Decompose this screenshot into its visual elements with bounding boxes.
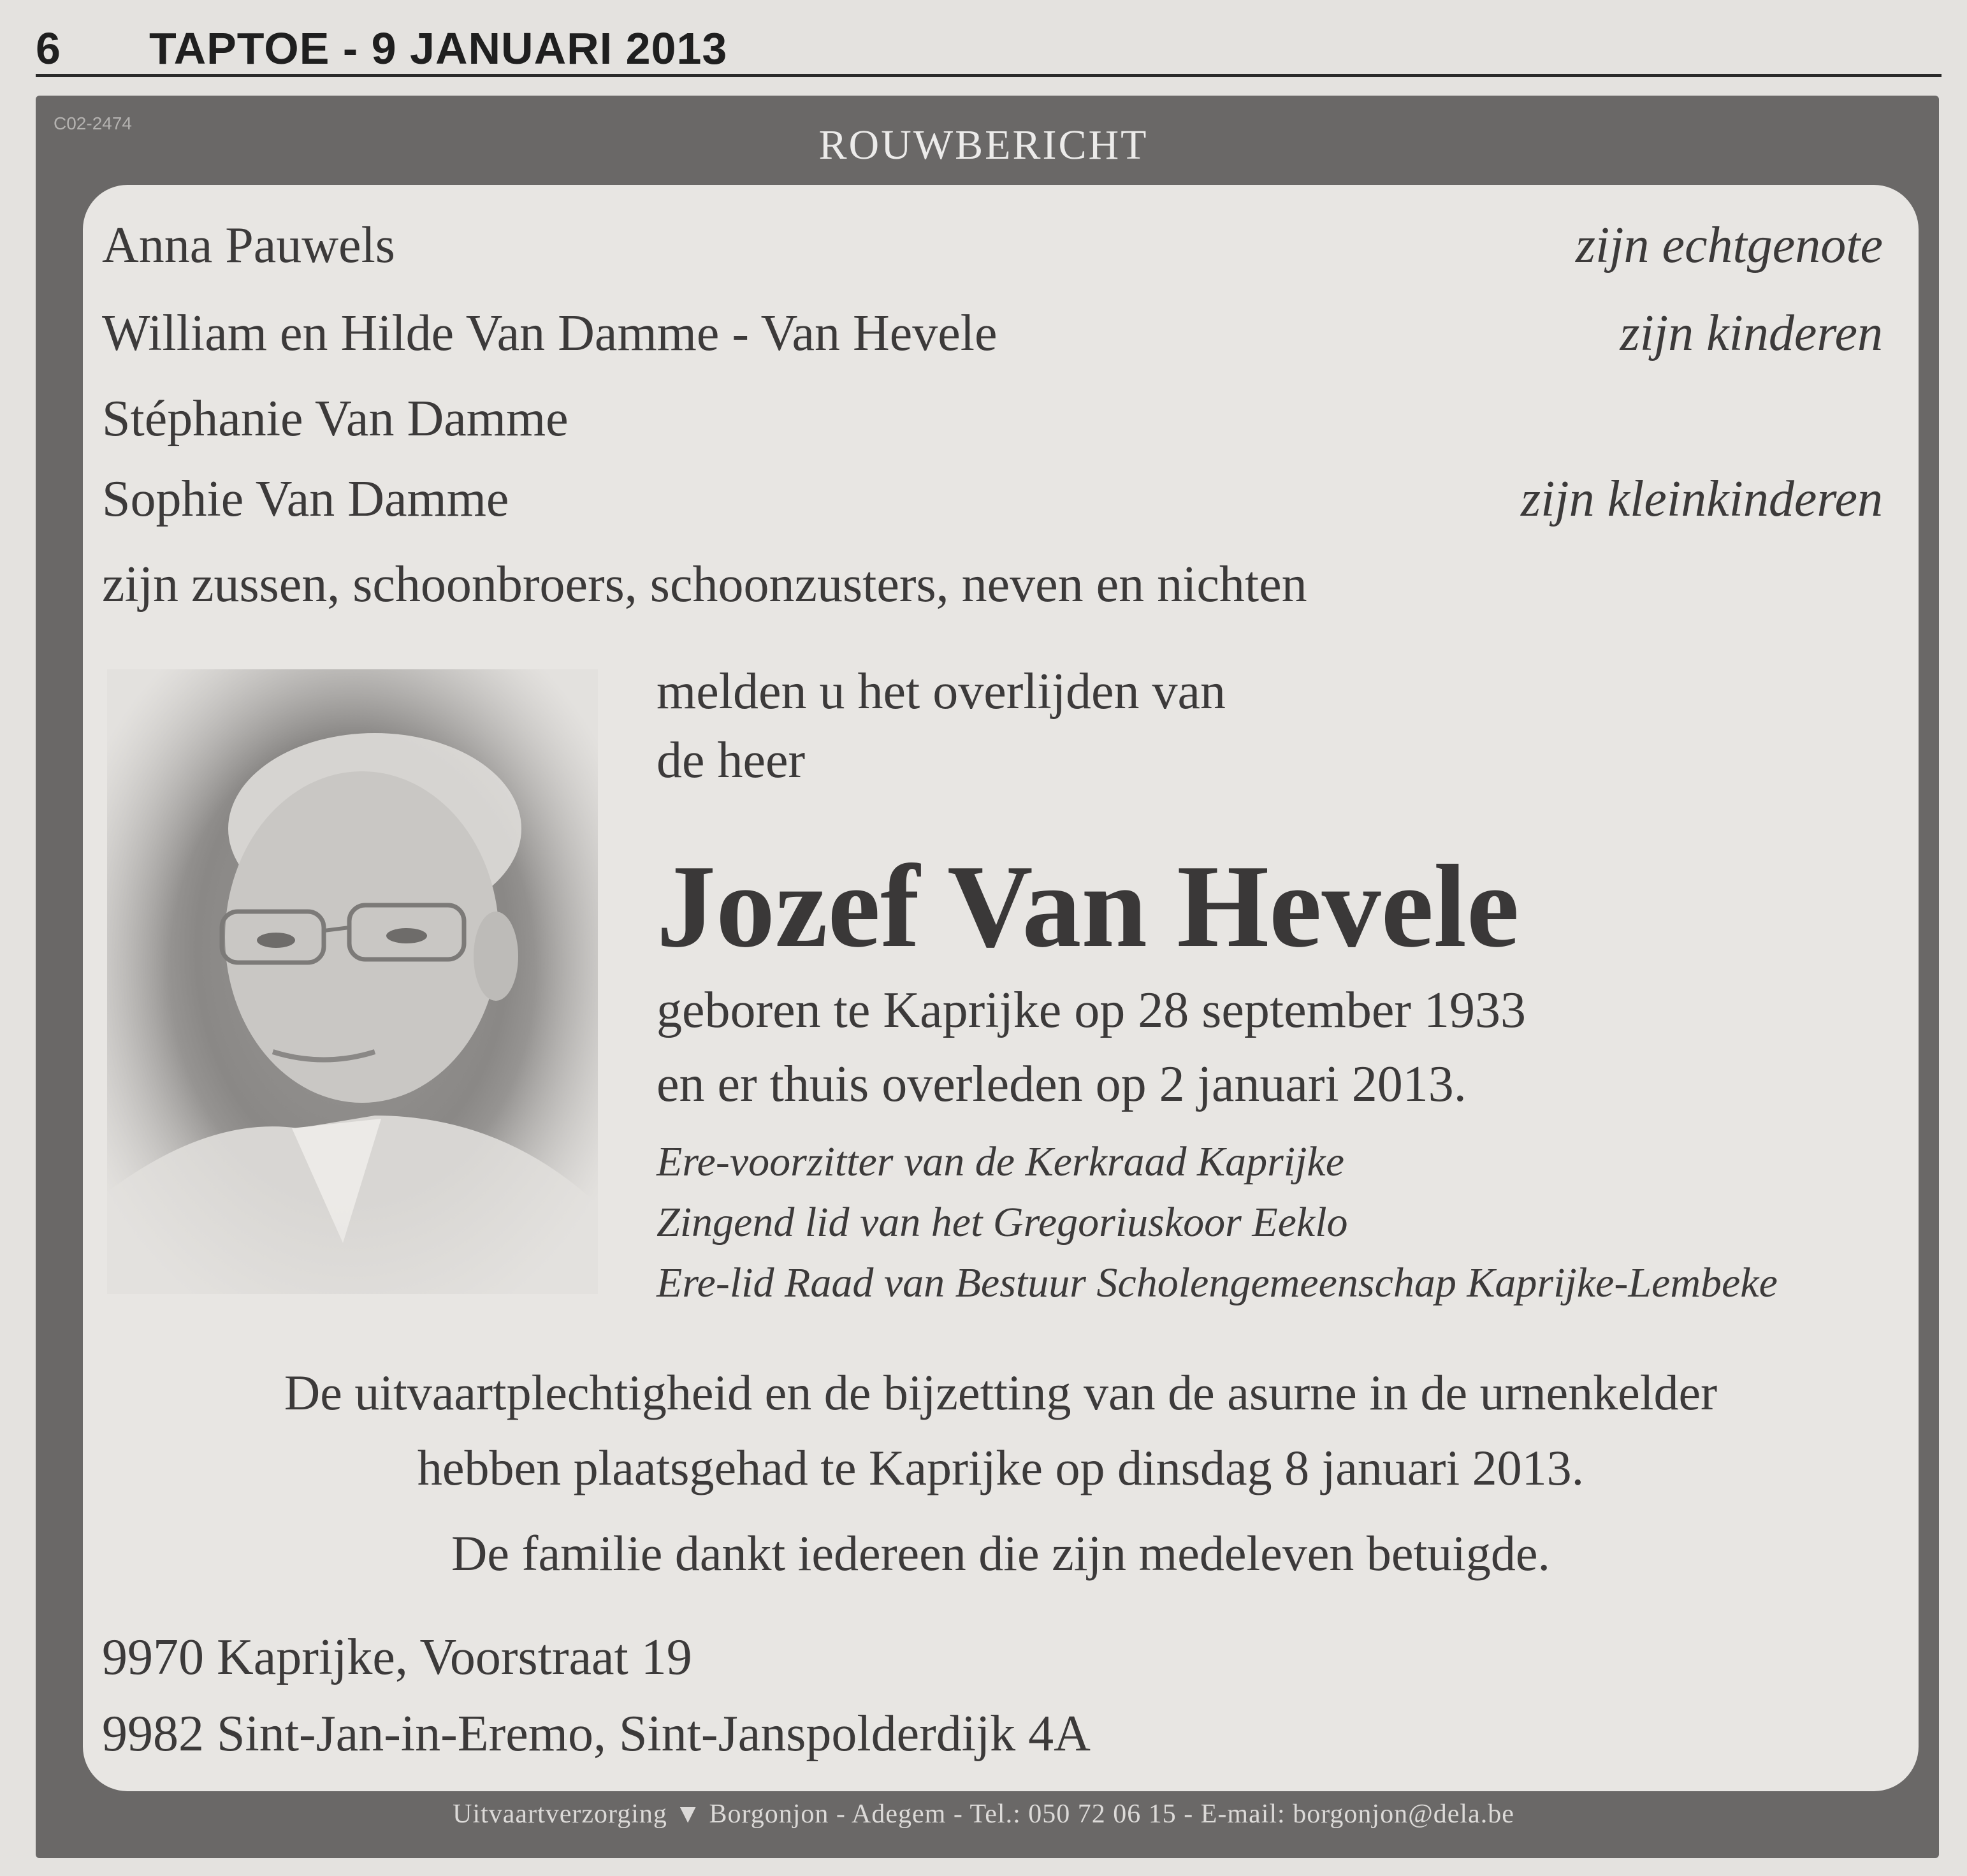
family-name-4: Sophie Van Damme xyxy=(102,471,509,527)
newspaper-title: TAPTOE - 9 JANUARI 2013 xyxy=(149,24,728,73)
family-name-3: Stéphanie Van Damme xyxy=(102,391,569,447)
address-2: 9982 Sint-Jan-in-Eremo, Sint-Janspolderdijk 4A xyxy=(102,1706,1091,1762)
portrait-photo xyxy=(107,669,598,1294)
family-name-2: William en Hilde Van Damme - Van Hevele xyxy=(102,305,998,361)
function-3: Ere-lid Raad van Bestuur Scholengemeenschap Kaprijke-Lembeke xyxy=(657,1260,1778,1306)
thanks-line: De familie dankt iedereen die zijn medeleven betuigde. xyxy=(451,1525,1550,1581)
page-number: 6 xyxy=(36,24,61,73)
newspaper-header xyxy=(36,18,1942,73)
ceremony-line-2: hebben plaatsgehad te Kaprijke op dinsdag 8 januari 2013. xyxy=(417,1440,1585,1495)
ref-code: C02-2474 xyxy=(54,113,132,133)
family-relation-1: zijn echtgenote xyxy=(1575,217,1883,273)
family-relation-2: zijn kinderen xyxy=(1620,305,1883,361)
announce-line-1: melden u het overlijden van xyxy=(657,664,1226,720)
deceased-name: Jozef Van Hevele xyxy=(657,841,1520,972)
family-relation-4: zijn kleinkinderen xyxy=(1521,471,1883,527)
function-2: Zingend lid van het Gregoriuskoor Eeklo xyxy=(657,1199,1348,1246)
ceremony-line-1: De uitvaartplechtigheid en de bijzetting van de asurne in de urnenkelder xyxy=(284,1365,1718,1420)
extended-family: zijn zussen, schoonbroers, schoonzusters, neven en nichten xyxy=(102,556,1307,613)
born-line: geboren te Kaprijke op 28 september 1933 xyxy=(657,982,1527,1038)
address-1: 9970 Kaprijke, Voorstraat 19 xyxy=(102,1629,692,1685)
header-rule xyxy=(36,74,1942,77)
undertaker-footer: Uitvaartverzorging ▼ Borgonjon - Adegem - Tel.: 050 72 06 15 - E-mail: borgonjon@dela.be xyxy=(453,1800,1514,1829)
died-line: en er thuis overleden op 2 januari 2013. xyxy=(657,1056,1467,1112)
notice-heading: ROUWBERICHT xyxy=(818,122,1149,168)
family-name-1: Anna Pauwels xyxy=(102,217,395,273)
function-1: Ere-voorzitter van de Kerkraad Kaprijke xyxy=(657,1138,1345,1185)
announce-line-2: de heer xyxy=(657,732,806,789)
